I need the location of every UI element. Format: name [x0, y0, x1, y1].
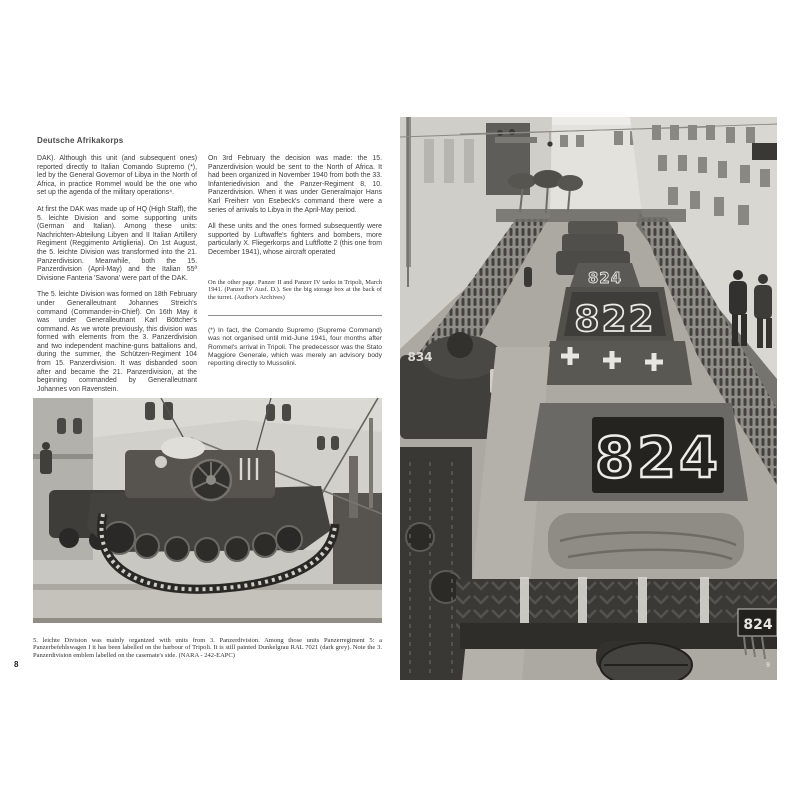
- text-column-2: [208, 155, 382, 402]
- hull-number-834: 834: [407, 350, 433, 364]
- plate-number-824: 824: [743, 617, 773, 633]
- tank-turret-822: [556, 287, 674, 341]
- other-page-caption: On the other page. Panzer II and Panzer IV tanks in Tripoli, March 1941. (Panzer IV Ausf. D.). See the big storage box at the back of the turret. (Author's Archives): [208, 278, 382, 302]
- photo-caption: 5. leichte Division was mainly organized with units from 3. Panzerdivision. Among those units Panzerregiment 5: a Panzerbefehlswagen I it has been labelled on the harbour of Tripoli. It is still painted Dunkelgrau RAL 7021 (dark grey). Note the 3. Panzerdivision emblem labelled on the casemate's side. (NARA - 242-EAPC): [33, 636, 382, 659]
- paragraph-1: DAK). Although this unit (and subsequent ones) reported directly to Italian Comando Supremo (*), led by the General Governor of Libya in the North of Africa, in practice Rommel would be the one who set up the agenda of the military operations⁴.: [37, 155, 197, 197]
- paragraph-5: All these units and the ones formed subsequently were supported by Luftwaffe's fighters and bombers, more particularly X. Fliegerkorps and Luftflotte 2 (this one from December 1941), whose aircraft operated: [208, 223, 382, 256]
- footnote-divider: [208, 315, 382, 316]
- page-number-right: 9: [766, 662, 770, 669]
- tripoli-parade-illustration: [400, 117, 777, 680]
- photo-panzer-harbour: [33, 398, 382, 623]
- turret-number-824-far: 824: [587, 269, 623, 287]
- paragraph-3: The 5. leichte Division was formed on 18th February under Generalleutnant Johannes Streich's command (Commander-in-Chief). On 16th May it was under Generalleutnant Karl Böttcher's command. As we wrote previously, this division was formed with elements from the 3. Panzerdivision and two independent machine-guns battalions and, during the summer, the Schützen-Regiment 104 from 15. Panzerdivision. It was disbanded soon after and became the 21. Panzerdivision, at the beginning commanded by Generalleutnant Johannes von Ravenstein.: [37, 291, 197, 393]
- photo-tank-column-tripoli: [400, 117, 777, 680]
- paragraph-4: On 3rd February the decision was made: the 15. Panzerdivision would be sent to the North of Africa. It had been organized in November 1940 from both the 33. Infanteriedivision and the Panzer-Regiment 8, 10. Panzerdivision. When it was under Generalmajor Hans Karl Freiherr von Esebeck's command there were a series of arrivals to Libya in the April-May period.: [208, 155, 382, 214]
- page-number-left: 8: [14, 660, 19, 669]
- harbour-photo-illustration: [33, 398, 382, 623]
- paragraph-2: At first the DAK was made up of HQ (High Staff), the 5. leichte Division and some supporting units (German and Italian). Among these units: Nachrichten-Abteilung Libyen and II Italian Artillery Regiment (Reggimento Artiglieria). On 1st August, the 5. leichte Division was transformed into the 21. Panzerdivision. Meanwhile, both the 15. Panzerdivision (April-May) and the Italian 55ª Divisione Fanteria 'Savona' were part of the DAK.: [37, 205, 197, 282]
- hull-with-crosses: [542, 341, 692, 385]
- tank-turret-824-far: [570, 263, 640, 287]
- number-plate: [738, 609, 777, 636]
- turret-number-822: 822: [574, 299, 656, 340]
- crowd-distant: [496, 209, 686, 222]
- footnote: (*) In fact, the Comando Supremo (Supreme Command) was not organised until mid-June 1941, four months after Rommel's arrival in Tripoli. The predecessor was the Stato Maggiore Generale, which was merely an advisory body reporting directly to Mussolini.: [208, 327, 382, 368]
- text-column-1: [37, 155, 197, 402]
- text-columns: [37, 155, 382, 402]
- running-header: Deutsche Afrikakorps: [37, 136, 124, 145]
- building-sign: [752, 143, 777, 160]
- turret-plaque-824: 824: [595, 426, 721, 491]
